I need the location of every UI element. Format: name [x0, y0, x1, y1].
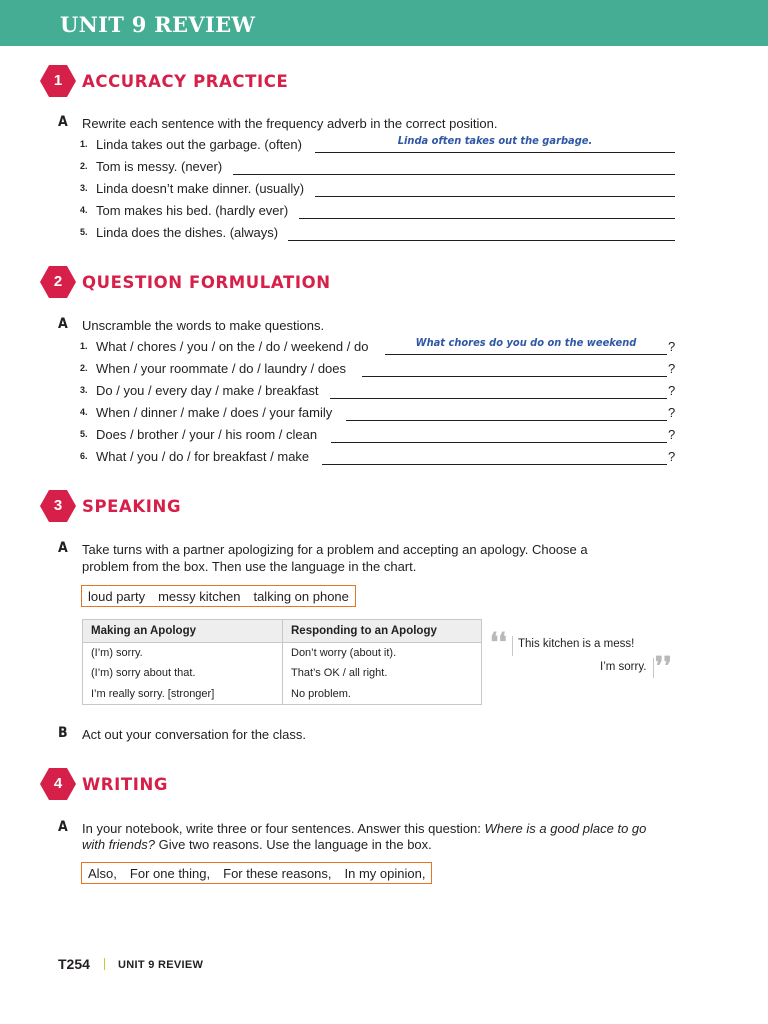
handwritten-answer: What chores do you do on the weekend	[415, 336, 637, 349]
section-4-number: 4	[53, 775, 63, 792]
writing-language-box	[81, 862, 432, 884]
section-2-instruction: Unscramble the words to make questions.	[82, 318, 325, 333]
item-prompt: When / dinner / make / does / your family	[96, 405, 333, 420]
item-number: 1.	[80, 341, 88, 351]
section-3-instruction-line-1: Take turns with a partner apologizing for a problem and accepting an apology. Choose a	[82, 542, 588, 557]
item-number: 3.	[80, 385, 88, 395]
exercise-2-item-4	[80, 405, 680, 423]
section-2-title: QUESTION FORMULATION	[82, 273, 331, 292]
item-number: 5.	[80, 227, 88, 237]
item-prompt: Tom is messy. (never)	[96, 159, 223, 174]
answer-line[interactable]	[315, 196, 675, 197]
question-mark: ?	[668, 361, 676, 376]
section-4-part-a-letter: A	[58, 819, 68, 835]
footer-label: UNIT 9 REVIEW	[118, 959, 204, 971]
item-number: 1.	[80, 139, 88, 149]
exercise-2-item-6	[80, 449, 680, 467]
item-prompt: When / your roommate / do / laundry / does	[96, 361, 347, 376]
word-box-item: messy kitchen	[158, 588, 241, 604]
section-3-title: SPEAKING	[82, 497, 182, 516]
item-number: 4.	[80, 407, 88, 417]
word-box-item: Also,	[88, 865, 117, 881]
quote-divider	[512, 636, 513, 656]
word-box-item: talking on phone	[253, 588, 349, 604]
answer-line[interactable]	[331, 442, 667, 443]
exercise-2-item-1	[80, 336, 680, 357]
table-header: Responding to an Apology	[283, 620, 482, 643]
item-prompt: Tom makes his bed. (hardly ever)	[96, 203, 289, 218]
section-1-number: 1	[53, 72, 63, 89]
section-3-part-b-letter: B	[58, 725, 68, 741]
exercise-1-item-3	[80, 181, 680, 199]
word-box-item: For these reasons,	[223, 865, 332, 881]
table-cell: That’s OK / all right.	[283, 663, 482, 684]
instruction-question: with friends?	[82, 837, 155, 852]
section-3-part-a-letter: A	[58, 540, 68, 556]
item-prompt: Does / brother / your / his room / clean	[96, 427, 318, 442]
exercise-1-item-5	[80, 225, 680, 243]
answer-line[interactable]	[330, 398, 667, 399]
section-1-instruction: Rewrite each sentence with the frequency adverb in the correct position.	[82, 116, 498, 131]
item-number: 6.	[80, 451, 88, 461]
quote-divider	[653, 658, 654, 678]
section-3-number: 3	[53, 497, 63, 514]
dialogue-line-1: This kitchen is a mess!	[518, 638, 635, 650]
item-prompt: Do / you / every day / make / breakfast	[96, 383, 319, 398]
item-number: 5.	[80, 429, 88, 439]
section-2-part-a-letter: A	[58, 316, 68, 332]
question-mark: ?	[668, 383, 676, 398]
table-cell: I’m really sorry. [stronger]	[83, 684, 283, 705]
dialogue-line-2: I’m sorry.	[600, 661, 647, 673]
item-number: 3.	[80, 183, 88, 193]
exercise-2-item-2	[80, 361, 680, 379]
item-prompt: Linda does the dishes. (always)	[96, 225, 279, 240]
problem-word-box	[81, 585, 356, 607]
section-1-title: ACCURACY PRACTICE	[82, 72, 289, 91]
instruction-text: In your notebook, write three or four sentences. Answer this question:	[82, 821, 485, 836]
answer-line[interactable]	[385, 354, 667, 355]
table-cell: (I’m) sorry.	[83, 643, 283, 664]
exercise-1-item-4	[80, 203, 680, 221]
exercise-1-item-1	[80, 134, 680, 155]
close-quote-icon: ❜❜	[655, 652, 672, 682]
section-2-number: 2	[53, 273, 63, 290]
question-mark: ?	[668, 405, 676, 420]
page-title: UNIT 9 REVIEW	[60, 12, 256, 37]
answer-line[interactable]	[299, 218, 675, 219]
item-number: 2.	[80, 161, 88, 171]
item-prompt: What / chores / you / on the / do / weekend / do	[96, 339, 369, 354]
table-row	[83, 684, 482, 705]
word-box-item: In my opinion,	[344, 865, 426, 881]
section-4-title: WRITING	[82, 775, 168, 794]
exercise-2-item-3	[80, 383, 680, 401]
section-3-badge	[40, 490, 76, 522]
open-quote-icon: ❛❛	[490, 628, 507, 658]
section-4-badge	[40, 768, 76, 800]
table-row	[83, 643, 482, 664]
question-mark: ?	[668, 427, 676, 442]
item-number: 2.	[80, 363, 88, 373]
instruction-question: Where is a good place to go	[484, 821, 647, 836]
answer-line[interactable]	[315, 152, 675, 153]
answer-line[interactable]	[288, 240, 675, 241]
section-1-part-a-letter: A	[58, 114, 68, 130]
answer-line[interactable]	[346, 420, 667, 421]
section-3-part-b-instruction: Act out your conversation for the class.	[82, 727, 306, 742]
answer-line[interactable]	[322, 464, 667, 465]
item-number: 4.	[80, 205, 88, 215]
section-1-badge	[40, 65, 76, 97]
handwritten-answer: Linda often takes out the garbage.	[397, 134, 593, 147]
section-3-instruction-line-2: problem from the box. Then use the language in the chart.	[82, 559, 417, 574]
section-4-instruction-line-1	[82, 820, 646, 837]
header-bar	[0, 0, 768, 46]
answer-line[interactable]	[362, 376, 667, 377]
answer-line[interactable]	[233, 174, 675, 175]
table-cell: No problem.	[283, 684, 482, 705]
exercise-1-item-2	[80, 159, 680, 177]
footer-divider	[104, 958, 105, 970]
question-mark: ?	[668, 339, 676, 354]
exercise-2-item-5	[80, 427, 680, 445]
section-4-instruction-line-2	[82, 836, 432, 853]
item-prompt: Linda takes out the garbage. (often)	[96, 137, 302, 152]
instruction-text: Give two reasons. Use the language in the box.	[154, 837, 432, 852]
word-box-item: loud party	[88, 588, 146, 604]
table-cell: Don’t worry (about it).	[283, 643, 482, 664]
table-cell: (I’m) sorry about that.	[83, 663, 283, 684]
item-prompt: Linda doesn’t make dinner. (usually)	[96, 181, 305, 196]
word-box-item: For one thing,	[129, 865, 211, 881]
table-row	[83, 663, 482, 684]
item-prompt: What / you / do / for breakfast / make	[96, 449, 310, 464]
apology-language-table	[82, 619, 482, 705]
page-number: T254	[58, 956, 90, 972]
table-header: Making an Apology	[83, 620, 283, 643]
question-mark: ?	[668, 449, 676, 464]
section-2-badge	[40, 266, 76, 298]
